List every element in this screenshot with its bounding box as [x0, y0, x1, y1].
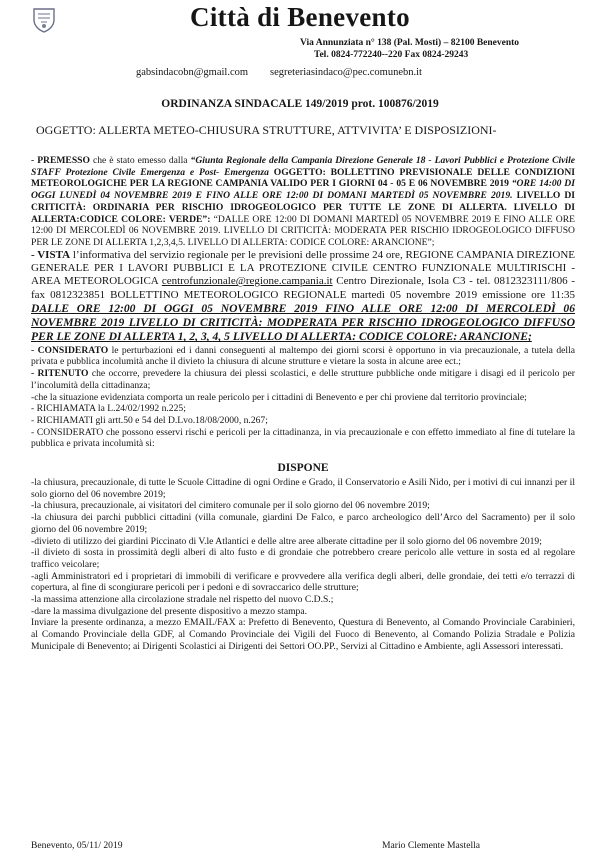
email-address: gabsindacobn@gmail.com [136, 67, 249, 78]
considerato2-paragraph: - CONSIDERATO che possono esservi rischi e pericoli per la cittadinanza, in via precauzionale e con effetto immediato al fine di tutelare la pubblica e privata incolumità si: [31, 426, 575, 450]
considerato-paragraph: - CONSIDERATO le perturbazioni ed i danni conseguenti al maltempo dei giorni scorsi è opportuno in via precauzionale, a tutela della privata e pubblica incolumità anche il divieto la chiusura di alcune strutture e vietare la sosta in alcune aree ect.; [31, 344, 575, 368]
dispone-heading: DISPONE [277, 462, 329, 475]
dispone-item: -la chiusura dei parchi pubblici cittadini (villa comunale, giardini De Falco, e parco archeologico dell’Arco del Sacramento) per il solo giorno del 06 novembre 2019; [31, 512, 575, 535]
signature-line [31, 840, 551, 852]
phone-line: Tel. 0824-772240--220 Fax 0824-29243 [314, 50, 469, 60]
subject-line: OGGETTO: ALLERTA METEO-CHIUSURA STRUTTURE, ATTVIVITA’ E DISPOSIZIONI- [36, 123, 497, 137]
situazione-line: -che la situazione evidenziata comporta un reale pericolo per i cittadini di Benevento e per chi proviene dal territorio provinciale; [31, 391, 527, 403]
pec-address: segreteriasindaco@pec.comunebn.it [270, 67, 422, 78]
dispone-item: -il divieto di sosta in prossimità degli alberi di alto fusto e di grondaie che potrebbero creare pericolo alle vetture in sosta ed al regolare traffico veicolare; [31, 547, 575, 570]
vista-paragraph: - VISTA l’informativa del servizio regionale per le previsioni delle prossime 24 ore, REGIONE CAMPANIA DIREZIONE GENERALE PER I LAVORI PUBBLICI E LA PROTEZIONE CIVILE CENTRO FUNZIONALE MULTIRISCHI - AREA METEOROLOGICA centrofunzionale@regione.campania.it Centro Direzionale, Isola C3 - tel. 0812323111/806 - fax 0812323851 BOLLETTINO METEOROLOGICO REGIONALE martedì 05 novembre 2019 emissione ore 11:35 DALLE ORE 12:00 DI OGGI 05 NOVEMBRE 2019 FINO ALLE ORE 12:00 DI MERCOLEDÌ 06 NOVEMBRE 2019 LIVELLO DI CRITICITÀ: MODPERATA PER RISCHIO IDROGEOLOGICO DIFFUSO PER LE ZONE DI ALLERTA 1, 2, 3, 4, 5 LIVELLO DI ALLERTA: CODICE COLORE: ARANCIONE; [31, 248, 576, 344]
dispone-item: -divieto di utilizzo dei giardini Piccinato di V.le Atlantici e delle altre aree alberate cittadine per il solo giorno del 06 novembre 2019; [31, 535, 542, 547]
address-line: Via Annunziata n° 138 (Pal. Mosti) – 82100 Benevento [300, 38, 520, 48]
mayor-name: Mario Clemente Mastella [382, 840, 481, 851]
ritenuto-paragraph: - RITENUTO che occorre, prevedere la chiusura dei plessi scolastici, e delle strutture pubbliche onde mitigare i disagi ed il pericolo per l’incolumità della cittadinanza; [31, 368, 575, 391]
dispone-item: -la chiusura, precauzionale, ai visitatori del cimitero comunale per il solo giorno del 06 novembre 2019; [31, 500, 430, 512]
document-body [31, 155, 575, 653]
dispone-item: -agli Amministratori ed i proprietari di immobili di verificare e provvedere alla verifica degli alberi, delle grondaie, dei tetti e/o terrazzi di copertura, al fine di scongiurare pericoli per i pedoni e di sovraccarico delle strutture; [31, 570, 575, 594]
dispone-item: Inviare la presente ordinanza, a mezzo EMAIL/FAX a: Prefetto di Benevento, Questura di Benevento, al Comando Provinciale Carabinieri, al Comando Provinciale della GDF, al Comando Provinciale dei Vigili del Fuoco di Benevento, al Comando Polizia Stradale e Polizia Municipale di Benevento; ai Dirigenti Scolastici ai Dirigenti dei Settori OO.PP., Servizi al Cittadino e Ambiente, agli Assessori interessati. [31, 617, 575, 652]
email-line [136, 66, 422, 79]
email-link[interactable]: centrofunzionale@regione.campania.it [161, 275, 333, 288]
richiamata-line: - RICHIAMATA la L.24/02/1992 n.225; [31, 403, 186, 415]
place-date: Benevento, 05/11/ 2019 [31, 840, 123, 851]
city-title: Città di Benevento [190, 2, 410, 32]
dispone-item: -dare la massima divulgazione del presente dispositivo a mezzo stampa. [31, 605, 307, 617]
ordinance-title: ORDINANZA SINDACALE 149/2019 prot. 100876/2019 [161, 98, 439, 110]
richiamati-line: - RICHIAMATI gli artt.50 e 54 del D.Lvo.18/08/2000, n.267; [31, 414, 268, 426]
premesso-paragraph: - PREMESSO che è stato emesso dalla “Giunta Regionale della Campania Direzione Generale 18 - Lavori Pubblici e Protezione Civile STAFF Protezione Civile Emergenza e Post- Emergenza OGGETTO: BOLLETTINO PREVISIONALE DELLE CONDIZIONI METEOROLOGICHE PER LA REGIONE CAMPANIA VALIDO PER I GIORNI 04 - 05 E 06 NOVEMBRE 2019 “ORE 14:00 DI OGGI LUNEDÌ 04 NOVEMBRE 2019 E FINO ALLE ORE 12:00 DI DOMANI MARTEDÌ 05 NOVEMBRE 2019. LIVELLO DI CRITICITÀ: ORDINARIA PER RISCHIO IDROGEOLOGICO PER TUTTE LE ZONE DI ALLERTA. LIVELLO DI ALLERTA:CODICE COLORE: VERDE”: “DALLE ORE 12:00 DI DOMANI MARTEDÌ 05 NOVEMBRE 2019 E FINO ALLE ORE 12:00 DI MERCOLEDÌ 06 NOVEMBRE 2019. LIVELLO DI CRITICITÀ: MODERATA PER RISCHIO IDROGEOLOGICO DIFFUSO PER LE ZONE DI ALLERTA 1,2,3,4,5. LIVELLO DI ALLERTA: CODICE COLORE: ARANCIONE”; [31, 155, 576, 248]
dispone-item: -la massima attenzione alla circolazione stradale nel rispetto del nuovo C.D.S.; [31, 594, 334, 606]
dispone-item: -la chiusura, precauzionale, di tutte le Scuole Cittadine di ogni Ordine e Grado, il Conservatorio e Asili Nido, per i motivi di cui innanzi per il solo giorno del 06 novembre 2019; [31, 477, 575, 500]
